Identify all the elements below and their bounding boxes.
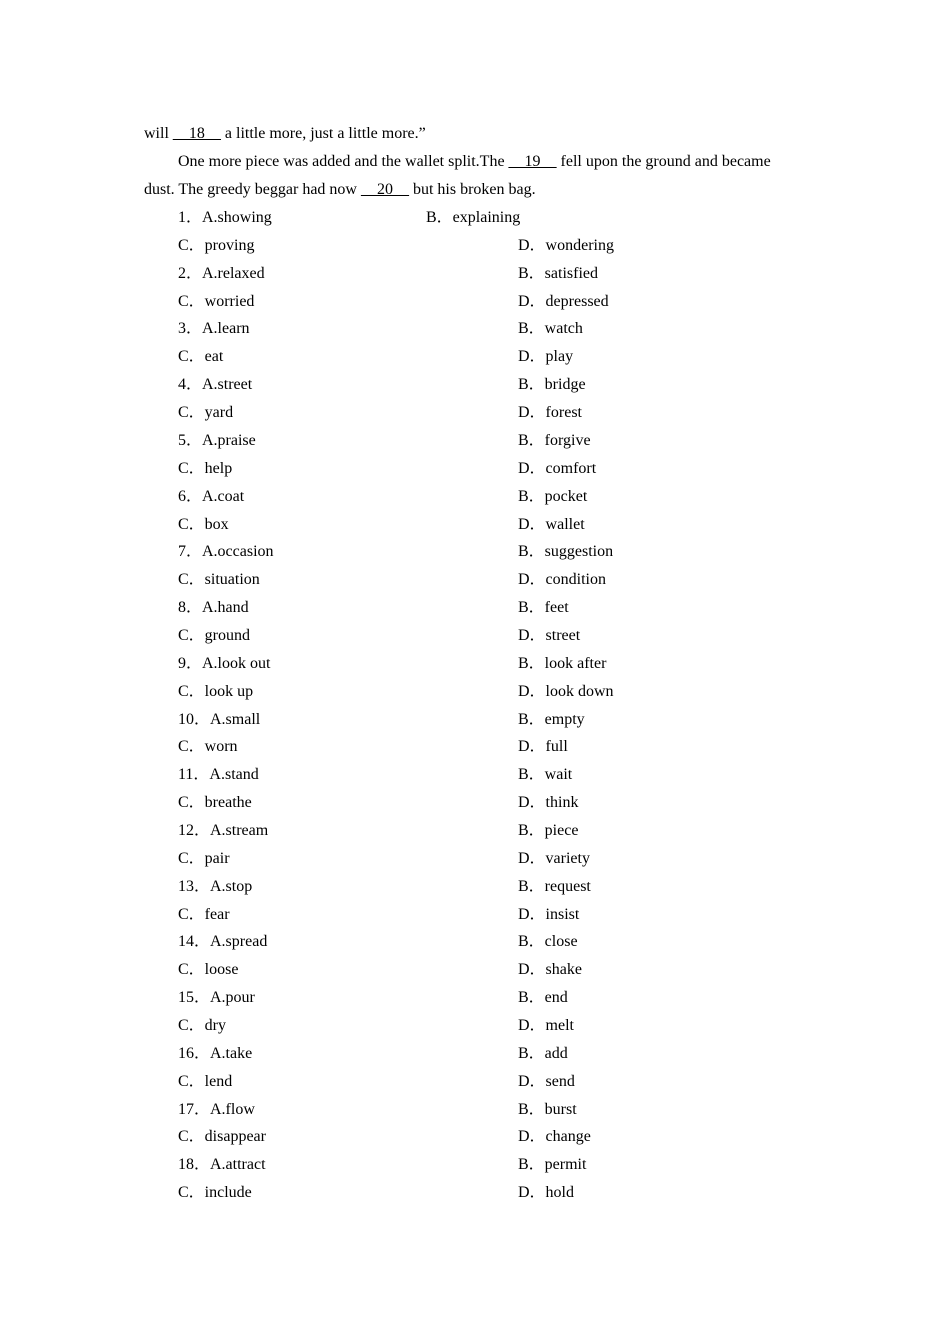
option-right: B．burst [518, 1100, 577, 1118]
option-row [0, 821, 950, 841]
option-row [0, 598, 950, 618]
option-right: D．condition [518, 571, 606, 589]
option-right: D．wondering [518, 236, 614, 254]
passage-line-2 [178, 152, 771, 172]
option-row [0, 793, 950, 813]
option-left: C．lend [178, 1072, 233, 1090]
option-left: C．worried [178, 292, 255, 310]
option-row [0, 1127, 950, 1147]
option-row [0, 515, 950, 535]
option-left: C．fear [178, 905, 230, 923]
option-left: C．help [178, 459, 233, 477]
blank-19: __19__ [508, 153, 557, 170]
option-row [0, 654, 950, 674]
option-left: 6．A.coat [178, 487, 245, 505]
option-row [0, 1183, 950, 1203]
option-row [0, 347, 950, 367]
option-right: B．bridge [518, 376, 586, 394]
option-right: B．request [518, 877, 591, 895]
option-right: D．depressed [518, 292, 609, 310]
option-row [0, 905, 950, 925]
option-row [0, 487, 950, 507]
option-left: 18．A.attract [178, 1156, 266, 1174]
option-row [0, 236, 950, 256]
option-right: D．play [518, 348, 574, 366]
option-right: D．insist [518, 905, 580, 923]
option-right: B．explaining [426, 209, 521, 226]
passage-text: a little more, just a little more.” [220, 125, 426, 142]
option-left: C．proving [178, 236, 255, 254]
blank-18: __18__ [172, 125, 221, 142]
option-row [0, 849, 950, 869]
option-left: 12．A.stream [178, 821, 269, 839]
option-row [0, 570, 950, 590]
option-right: B．pocket [518, 487, 588, 505]
option-left: C．include [178, 1184, 252, 1202]
option-row [0, 459, 950, 479]
option-left: 7．A.occasion [178, 543, 274, 561]
option-row [0, 1044, 950, 1064]
option-right: B．add [518, 1044, 568, 1062]
option-row [0, 988, 950, 1008]
passage-text: dust. The greedy beggar had now [144, 181, 361, 198]
option-left: 10．A.small [178, 710, 261, 728]
option-left: C．loose [178, 961, 239, 979]
option-right: D．full [518, 738, 568, 756]
option-right: D．change [518, 1128, 591, 1146]
option-left: 5．A.praise [178, 431, 256, 449]
option-right: D．melt [518, 1016, 574, 1034]
option-row [0, 292, 950, 312]
option-row [0, 208, 950, 228]
option-left: C．worn [178, 738, 238, 756]
option-row [0, 710, 950, 730]
option-right: B．piece [518, 821, 579, 839]
passage-text: fell upon the ground and became [556, 153, 771, 170]
passage-text: but his broken bag. [408, 181, 536, 198]
option-right: D．comfort [518, 459, 597, 477]
option-row [0, 682, 950, 702]
option-row [0, 1155, 950, 1175]
option-row [0, 1072, 950, 1092]
option-left: C．eat [178, 348, 224, 366]
option-row [0, 542, 950, 562]
option-row [0, 319, 950, 339]
option-left: C．breathe [178, 794, 252, 812]
option-left: 16．A.take [178, 1044, 253, 1062]
option-left: C．disappear [178, 1128, 266, 1146]
passage-line-3 [144, 180, 536, 200]
option-right: B．wait [518, 766, 573, 784]
option-right: B．suggestion [518, 543, 614, 561]
option-right: B．end [518, 989, 568, 1007]
option-right: B．empty [518, 710, 585, 728]
option-row [0, 932, 950, 952]
option-right: D．wallet [518, 515, 585, 533]
option-right: B．feet [518, 599, 569, 616]
option-row [0, 960, 950, 980]
option-right: D．forest [518, 404, 582, 421]
option-right: D．send [518, 1072, 575, 1090]
passage-text: One more piece was added and the wallet split.The [178, 153, 509, 170]
option-right: B．look after [518, 654, 607, 672]
option-left: C．box [178, 515, 229, 533]
option-row [0, 375, 950, 395]
option-left: C．pair [178, 849, 230, 867]
option-row [0, 1016, 950, 1036]
passage-line-1 [144, 124, 426, 144]
option-row [0, 431, 950, 451]
option-left: C．ground [178, 626, 251, 644]
option-right: B．close [518, 933, 578, 951]
option-row [0, 403, 950, 423]
option-left: 15．A.pour [178, 989, 255, 1007]
option-right: B．watch [518, 320, 583, 338]
option-right: D．shake [518, 961, 582, 979]
option-right: D．variety [518, 849, 590, 867]
option-left: 17．A.flow [178, 1100, 255, 1118]
option-left: C．look up [178, 682, 254, 700]
option-row [0, 1100, 950, 1120]
option-row [0, 264, 950, 284]
passage-text: will [144, 125, 173, 142]
option-right: D．look down [518, 682, 614, 700]
option-right: D．think [518, 794, 579, 812]
option-left: C．dry [178, 1016, 227, 1034]
option-left: 14．A.spread [178, 933, 268, 951]
option-right: D．street [518, 626, 581, 644]
option-right: B．satisfied [518, 264, 598, 282]
option-left: 2．A.relaxed [178, 264, 265, 282]
option-right: D．hold [518, 1184, 575, 1202]
option-left: 3．A.learn [178, 320, 250, 338]
option-row [0, 626, 950, 646]
option-left: 1．A.showing [178, 209, 272, 226]
option-row [0, 765, 950, 785]
option-left: 8．A.hand [178, 599, 249, 616]
option-left: 9．A.look out [178, 654, 271, 672]
option-left: 13．A.stop [178, 877, 253, 895]
blank-20: __20__ [360, 181, 409, 198]
option-right: B．forgive [518, 431, 591, 449]
option-left: 4．A.street [178, 376, 253, 394]
option-left: 11．A.stand [178, 766, 259, 784]
option-left: C．situation [178, 571, 260, 589]
option-left: C．yard [178, 404, 234, 421]
option-right: B．permit [518, 1156, 587, 1174]
option-row [0, 737, 950, 757]
option-row [0, 877, 950, 897]
